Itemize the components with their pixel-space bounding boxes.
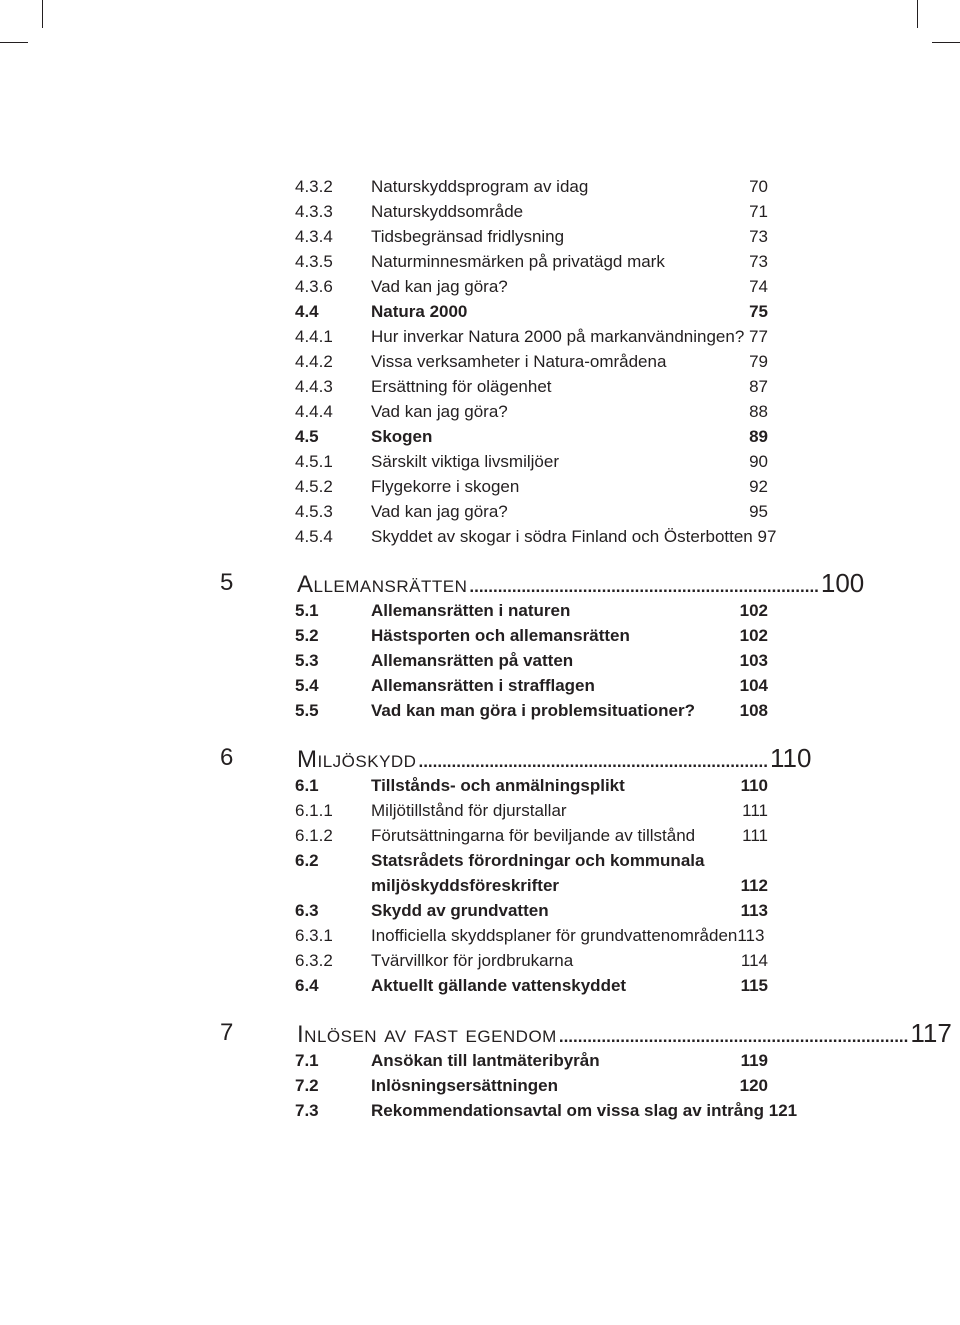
entry-number: 4.3.6 <box>295 277 333 296</box>
entry-title: Ersättning för olägenhet <box>371 377 552 396</box>
toc-entry <box>0 525 960 549</box>
chapter-title: Allemansrätten <box>297 571 468 598</box>
entry-page: 115 <box>740 976 768 995</box>
entry-number: 4.5.1 <box>295 452 333 471</box>
entry-number: 4.5 <box>295 427 319 446</box>
chapter-number: 5 <box>220 569 234 596</box>
entry-page: 112 <box>740 876 768 895</box>
dot-leader: .......................................................................... <box>469 577 819 596</box>
entry-number: 5.1 <box>295 601 319 620</box>
entry-number: 4.3.3 <box>295 202 333 221</box>
entry-number: 7.1 <box>295 1051 319 1070</box>
toc-entry <box>0 450 960 474</box>
entry-title: Statsrådets förordningar och kommunala <box>371 851 705 870</box>
toc-entry <box>0 649 960 673</box>
chapter-number: 6 <box>220 744 234 771</box>
entry-title: Skogen <box>371 427 433 446</box>
entry-page: 120 <box>739 1076 768 1095</box>
entry-title: Skyddet av skogar i södra Finland och Österbotten 97 <box>371 527 777 546</box>
entry-number: 4.5.4 <box>295 527 333 546</box>
entry-title: Naturskyddsområde <box>371 202 524 221</box>
entry-title: Flygekorre i skogen <box>371 477 520 496</box>
entry-page: 114 <box>740 951 768 970</box>
entry-number: 4.3.2 <box>295 177 333 196</box>
chapter-page: 110 <box>769 743 812 773</box>
entry-title: Allemansrätten på vatten <box>371 651 574 670</box>
entry-title: Miljötillstånd för djurstallar <box>371 801 567 820</box>
crop-mark <box>917 0 918 28</box>
entry-number: 6.2 <box>295 851 319 870</box>
crop-mark <box>932 42 960 43</box>
toc-entry <box>0 674 960 698</box>
entry-number: 6.1.2 <box>295 826 333 845</box>
entry-number: 5.3 <box>295 651 319 670</box>
chapter-leader <box>297 1017 952 1053</box>
chapter-title: Miljöskydd <box>297 746 417 773</box>
toc-entry <box>0 949 960 973</box>
entry-page: 73 <box>749 227 768 246</box>
entry-number: 4.4.4 <box>295 402 333 421</box>
entry-title: Inofficiella skyddsplaner för grundvattenområden113 <box>371 926 765 945</box>
entry-title: Vad kan jag göra? <box>371 402 508 421</box>
entry-number: 7.3 <box>295 1101 319 1120</box>
entry-number: 5.5 <box>295 701 319 720</box>
entry-number: 7.2 <box>295 1076 319 1095</box>
crop-mark <box>42 0 43 28</box>
entry-title: Förutsättningarna för beviljande av tillstånd <box>371 826 696 845</box>
entry-page: 88 <box>749 402 768 421</box>
entry-number: 4.3.4 <box>295 227 333 246</box>
entry-title: Rekommendationsavtal om vissa slag av intrång 121 <box>371 1101 798 1120</box>
entry-page: 71 <box>749 202 768 221</box>
toc-entry <box>0 200 960 224</box>
entry-title: Vad kan jag göra? <box>371 277 508 296</box>
toc-entry <box>0 799 960 823</box>
dot-leader: .......................................................................... <box>418 752 768 771</box>
toc-entry <box>0 974 960 998</box>
entry-title: Skydd av grundvatten <box>371 901 549 920</box>
entry-page: 95 <box>749 502 768 521</box>
toc-entry <box>0 849 960 873</box>
entry-number: 6.4 <box>295 976 319 995</box>
entry-number: 6.3.2 <box>295 951 333 970</box>
entry-title: Vissa verksamheter i Natura-områdena <box>371 352 667 371</box>
entry-title: Tidsbegränsad fridlysning <box>371 227 565 246</box>
entry-page: 90 <box>749 452 768 471</box>
entry-page: 111 <box>742 826 768 845</box>
entry-number: 4.5.2 <box>295 477 333 496</box>
crop-mark <box>0 42 28 43</box>
dot-leader: .......................................................................... <box>558 1027 909 1046</box>
entry-page: 70 <box>749 177 768 196</box>
entry-page: 74 <box>749 277 768 296</box>
toc-entry <box>0 1099 960 1123</box>
chapter-heading-6 <box>0 742 960 774</box>
toc-entry <box>0 175 960 199</box>
entry-title: Tillstånds- och anmälningsplikt <box>371 776 625 795</box>
entry-number: 6.3 <box>295 901 319 920</box>
entry-title: Särskilt viktiga livsmiljöer <box>371 452 559 471</box>
toc-entry <box>0 250 960 274</box>
chapter-leader <box>297 742 812 778</box>
entry-title: Aktuellt gällande vattenskyddet <box>371 976 627 995</box>
entry-title: Inlösningsersättningen <box>371 1076 559 1095</box>
toc-entry <box>0 924 960 948</box>
toc-entry <box>0 599 960 623</box>
entry-page: 87 <box>749 377 768 396</box>
entry-page: 79 <box>749 352 768 371</box>
entry-page: 103 <box>739 651 768 670</box>
toc-entry <box>0 500 960 524</box>
chapter-number: 7 <box>220 1019 234 1046</box>
entry-title: Hur inverkar Natura 2000 på markanvändningen? 77 <box>371 327 768 346</box>
chapter-heading-5 <box>0 567 960 599</box>
toc-entry <box>0 225 960 249</box>
chapter-leader <box>297 567 865 603</box>
toc-entry <box>0 874 960 898</box>
toc-entry <box>0 774 960 798</box>
entry-number: 6.1 <box>295 776 319 795</box>
entry-number: 4.4.2 <box>295 352 333 371</box>
chapter-page: 100 <box>820 568 865 598</box>
entry-title: miljöskyddsföreskrifter <box>371 876 560 895</box>
entry-title: Hästsporten och allemansrätten <box>371 626 630 645</box>
toc-entry <box>0 1049 960 1073</box>
chapter-heading-7 <box>0 1017 960 1049</box>
entry-number: 4.4.1 <box>295 327 333 346</box>
entry-number: 6.1.1 <box>295 801 333 820</box>
toc-entry <box>0 325 960 349</box>
entry-page: 89 <box>749 427 768 446</box>
entry-page: 110 <box>740 776 768 795</box>
entry-page: 75 <box>749 302 768 321</box>
entry-title: Vad kan man göra i problemsituationer? <box>371 701 696 720</box>
entry-title: Ansökan till lantmäteribyrån <box>371 1051 600 1070</box>
entry-title: Vad kan jag göra? <box>371 502 508 521</box>
toc-entry <box>0 275 960 299</box>
entry-page: 73 <box>749 252 768 271</box>
entry-number: 4.4.3 <box>295 377 333 396</box>
entry-number: 5.4 <box>295 676 319 695</box>
chapter-title: Inlösen av fast egendom <box>297 1021 557 1048</box>
toc-entry <box>0 1074 960 1098</box>
toc-entry <box>0 824 960 848</box>
entry-page: 92 <box>749 477 768 496</box>
toc-entry <box>0 375 960 399</box>
toc-entry <box>0 400 960 424</box>
entry-number: 4.3.5 <box>295 252 333 271</box>
entry-title: Naturskyddsprogram av idag <box>371 177 589 196</box>
entry-page: 102 <box>739 626 768 645</box>
toc-entry <box>0 699 960 723</box>
entry-number: 5.2 <box>295 626 319 645</box>
toc-entry <box>0 350 960 374</box>
entry-page: 119 <box>740 1051 768 1070</box>
entry-title: Tvärvillkor för jordbrukarna <box>371 951 574 970</box>
entry-page: 102 <box>739 601 768 620</box>
entry-number: 4.4 <box>295 302 319 321</box>
toc-entry <box>0 899 960 923</box>
entry-title: Naturminnesmärken på privatägd mark <box>371 252 665 271</box>
entry-page: 108 <box>739 701 768 720</box>
toc-entry <box>0 425 960 449</box>
entry-page: 111 <box>742 801 768 820</box>
toc-entry <box>0 624 960 648</box>
chapter-page: 117 <box>910 1018 952 1048</box>
toc-entry <box>0 300 960 324</box>
entry-number: 4.5.3 <box>295 502 333 521</box>
entry-title: Natura 2000 <box>371 302 468 321</box>
entry-page: 113 <box>740 901 768 920</box>
entry-number: 6.3.1 <box>295 926 333 945</box>
entry-title: Allemansrätten i strafflagen <box>371 676 595 695</box>
entry-page: 104 <box>739 676 768 695</box>
entry-title: Allemansrätten i naturen <box>371 601 571 620</box>
toc-entry <box>0 475 960 499</box>
